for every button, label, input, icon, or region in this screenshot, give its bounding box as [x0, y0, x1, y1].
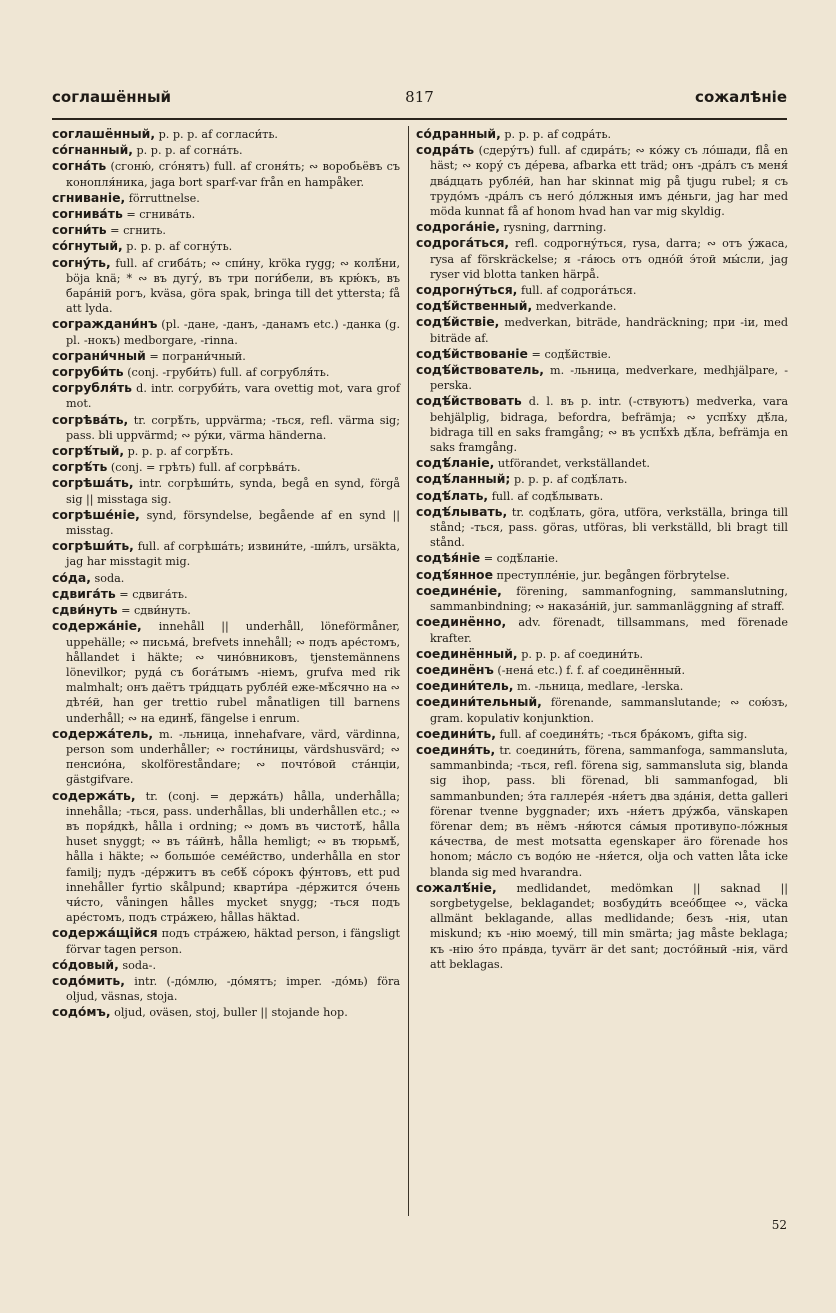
- entry-definition: p. p. p. af содѣ́лать.: [510, 473, 628, 487]
- entry-headword: содержа́тель,: [52, 725, 154, 741]
- dictionary-entry: [52, 142, 400, 158]
- entry-definition: tr. согрѣ́ть, uppvärma; -ться, refl. värma sig; pass. bli uppvärmd; ∾ ру́ки, värma händerna.: [66, 413, 400, 442]
- dictionary-entry: [416, 142, 788, 219]
- entry-headword: содо́мить,: [52, 972, 125, 988]
- entry-headword: содѣ́йствовать: [416, 393, 522, 409]
- dictionary-entry: [52, 348, 400, 364]
- entry-definition: (conj. = грѣть) full. af согрѣва́ть.: [107, 461, 301, 475]
- dictionary-entry: [416, 504, 788, 551]
- entry-definition: p. p. p. af согласи́ть.: [155, 128, 278, 141]
- dictionary-entry: [416, 298, 788, 314]
- entry-headword: соедини́ть,: [416, 725, 496, 741]
- entry-definition: förenande, sammanslutande; ∾ сою́зъ, gram. kopulativ konjunktion.: [430, 696, 788, 725]
- entry-definition: medverkan, biträde, handräckning; при -іи, med biträde af.: [430, 316, 788, 345]
- entry-headword: согрубля́ть: [52, 380, 132, 396]
- entry-definition: synd, försyndelse, begående af en synd || misstag.: [66, 508, 400, 538]
- left-column: [52, 126, 400, 1021]
- entry-definition: = содѣ́йствіе.: [527, 347, 612, 361]
- entry-headword: сгниваніе,: [52, 189, 126, 205]
- entry-definition: tr. (conj. = держа́ть) hålla, underhålla; innehålla; -ться, pass. underhållas, bli underhållen etc.; ∾ въ поря́дкѣ, hålla i ordning; ∾ домъ въ чистотѣ́, hålla huset snyggt; ∾ въ та́йнѣ, hålla hemligt; ∾ въ тюрьмѣ́, hålla i häkte; ∾ большо́е семе́йство, underhålla en stor familj; пудъ -де́ржитъ въ себѣ́ со́рокъ фу́нтовъ, ett pud innehåller fyrtio skålpund; кварти́ра -де́ржится о́чень чи́сто, våningen hålles mycket snygg; -ться подъ аре́стомъ, подъ стра́жею, hållas häktad.: [66, 789, 400, 925]
- entry-definition: (сдеру́тъ) full. af сдира́ть; ∾ ко́жу съ ло́шади, flå en häst; ∾ кору́ съ де́рева, afbarka ett träd; онъ -дра́лъ съ меня́ два́дцать рубле́й, han har skinnat mig på tjugu rubel; я съ трудо́мъ -дра́лъ съ него́ до́лжныя имъ де́ньги, jag har med möda kunnat få af honom hvad han var mig skyldig.: [430, 144, 788, 219]
- dictionary-entry: [52, 570, 400, 586]
- dictionary-entry: [416, 126, 788, 142]
- entry-headword: со́довый,: [52, 956, 119, 972]
- entry-headword: сдвига́ть: [52, 585, 116, 601]
- entry-definition: p. p. p. af содра́ть.: [500, 128, 612, 141]
- entry-headword: сожалѣ́ніе,: [416, 879, 497, 895]
- dictionary-entry: [52, 158, 400, 189]
- entry-definition: = сгнива́ть.: [122, 208, 196, 222]
- entry-headword: содержа́щійся: [52, 925, 158, 941]
- dictionary-entry: [416, 880, 788, 972]
- header-page-number: 817: [405, 88, 434, 106]
- entry-definition: = сдвига́ть.: [115, 587, 188, 601]
- entry-headword: согрѣши́ть,: [52, 538, 134, 554]
- entry-definition: подъ стра́жею, häktad person, i fängsligt förvar tagen person.: [66, 927, 400, 956]
- dictionary-entry: [52, 316, 400, 347]
- dictionary-entry: [52, 126, 400, 142]
- entry-headword: сограни́чный: [52, 347, 146, 363]
- dictionary-entry: [52, 602, 400, 618]
- entry-headword: соедине́ніе,: [416, 582, 502, 598]
- dictionary-entry: [416, 662, 788, 678]
- entry-headword: соедини́тельный,: [416, 694, 542, 710]
- page-header: [52, 88, 787, 112]
- entry-headword: соединёнъ: [416, 661, 494, 677]
- dictionary-entry: [52, 475, 400, 506]
- entry-headword: соединя́ть,: [416, 741, 496, 757]
- entry-headword: со́гнанный,: [52, 142, 133, 158]
- dictionary-entry: [416, 362, 788, 393]
- entry-definition: innehåll || underhåll, löneförmåner, uppehälle; ∾ письма́, brefvets innehåll; ∾ подъ аре́стомъ, hållandet i häkte; ∾ чино́вниковъ, tjenstemännens lönevilkor; руда́ съ бога́тымъ -ніемъ, grufva med rik malmhalt; онъ даётъ три́дцать рубле́й еже-мѣ́сячно на ∾ дѣте́й, han ger trettio rubel månatligen till barnens underhåll; ∾ на единѣ́, fängelse i enrum.: [66, 620, 400, 725]
- entry-definition: full. af содѣ́лывать.: [488, 489, 604, 503]
- entry-definition: full. af содрога́ться.: [517, 284, 637, 298]
- entry-definition: (-нена́ etc.) f. f. af соединённый.: [493, 663, 686, 677]
- entry-headword: согни́ть: [52, 222, 107, 238]
- entry-headword: со́дранный,: [416, 126, 501, 141]
- dictionary-entry: [416, 694, 788, 725]
- entry-headword: согну́ть,: [52, 254, 111, 270]
- entry-definition: full. af соединя́ть; -ться бра́комъ, gifta sig.: [495, 727, 748, 741]
- entry-definition: (pl. -дане, -данъ, -данамъ etc.) -данка (g. pl. -нокъ) medborgare, -rinna.: [66, 318, 400, 347]
- dictionary-entry: [52, 973, 400, 1004]
- entry-headword: со́да,: [52, 569, 91, 585]
- dictionary-entry: [52, 255, 400, 317]
- footer-page-number: 52: [771, 1218, 787, 1232]
- dictionary-entry: [416, 583, 788, 614]
- entry-headword: содѣ́ланный;: [416, 471, 511, 487]
- entry-headword: сограждани́нъ: [52, 316, 158, 332]
- dictionary-entry: [416, 646, 788, 662]
- dictionary-entry: [416, 282, 788, 298]
- entry-headword: содѣ́ланіе,: [416, 455, 495, 471]
- entry-headword: содрогну́ться,: [416, 282, 518, 298]
- dictionary-entry: [416, 726, 788, 742]
- entry-headword: соглашённый,: [52, 126, 156, 141]
- entry-headword: согруби́ть: [52, 364, 124, 380]
- entry-definition: = содѣ́ланіе.: [480, 552, 559, 566]
- dictionary-entry: [52, 957, 400, 973]
- entry-definition: d. l. въ p. intr. (-ствуютъ) medverka, vara behjälplig, bidraga, befordra, befrämja; ∾ успѣ́ху дѣ́ла, bidraga till en saks framgång; ∾ въ успѣ́хѣ дѣ́ла, befrämja en saks framgång.: [430, 395, 788, 455]
- entry-definition: m. -льница, innehafvare, värd, värdinna, person som underhåller; ∾ гости́ницы, värdshusvärd; ∾ пенсио́на, skolföreståndare; ∾ почто́вой ста́нціи, gästgifvare.: [66, 727, 400, 787]
- dictionary-entry: [416, 219, 788, 235]
- dictionary-entry: [52, 586, 400, 602]
- dictionary-entry: [52, 1004, 400, 1020]
- entry-definition: soda-.: [118, 958, 157, 972]
- entry-headword: содѣ́йствованіе: [416, 345, 528, 361]
- dictionary-entry: [52, 222, 400, 238]
- entry-headword: содрога́ться,: [416, 235, 510, 251]
- dictionary-entry: [416, 393, 788, 455]
- entry-definition: (сгоню́, сго́нятъ) full. af сгоня́ть; ∾ воробьёвъ съ конопля́ника, jaga bort sparf-var från en hampåker.: [66, 160, 400, 189]
- entry-definition: m. -льница, medverkare, medhjälpare, -perska.: [430, 364, 788, 393]
- entry-definition: преступле́ніе, jur. begången förbrytelse.: [492, 568, 730, 582]
- dictionary-entry: [52, 459, 400, 475]
- entry-headword: согнива́ть: [52, 206, 123, 222]
- entry-definition: full. af согрѣша́ть; извини́те, -ши́лъ, ursäkta, jag har misstagit mig.: [66, 540, 400, 569]
- entry-definition: m. -льница, medlare, -lerska.: [513, 680, 684, 694]
- entry-headword: содѣ́янное: [416, 566, 493, 582]
- entry-definition: = сгнить.: [106, 224, 166, 238]
- dictionary-entry: [416, 550, 788, 566]
- dictionary-entry: [416, 235, 788, 282]
- entry-definition: förruttnelse.: [125, 191, 200, 205]
- dictionary-entry: [416, 471, 788, 487]
- entry-definition: p. p. p. af согна́ть.: [132, 144, 243, 158]
- dictionary-entry: [416, 614, 788, 645]
- entry-definition: p. p. p. af согну́ть.: [122, 240, 233, 254]
- entry-headword: содѣ́лывать,: [416, 503, 508, 519]
- entry-headword: содѣ́йственный,: [416, 298, 533, 314]
- entry-headword: соедини́тель,: [416, 678, 514, 694]
- entry-definition: p. p. p. af соедини́ть.: [517, 647, 644, 661]
- entry-definition: full. af сгиба́ть; ∾ спи́ну, kröka rygg; ∾ колѣ́ни, böja knä; * ∾ въ дугу́, въ три поги́бели, въ крю́къ, въ бара́ній рогъ, kväsa, göra spak, bringa till det yttersta; få att lyda.: [66, 256, 400, 316]
- entry-headword: содрога́ніе,: [416, 219, 500, 235]
- entry-headword: согрѣша́ть,: [52, 475, 134, 491]
- entry-headword: содо́мъ,: [52, 1004, 111, 1020]
- dictionary-entry: [52, 788, 400, 926]
- dictionary-entry: [52, 507, 400, 538]
- dictionary-entry: [416, 488, 788, 504]
- dictionary-entry: [52, 380, 400, 411]
- entry-headword: содержа́ть,: [52, 787, 136, 803]
- entry-headword: сдви́нуть: [52, 602, 118, 618]
- entry-definition: förening, sammanfogning, sammanslutning, sammanbindning; ∾ наказа́ній, jur. sammanläggning af straff.: [430, 584, 788, 614]
- header-rule: [52, 118, 787, 120]
- dictionary-entry: [52, 238, 400, 254]
- dictionary-entry: [416, 346, 788, 362]
- column-separator: [408, 126, 409, 1216]
- entry-headword: содра́ть: [416, 142, 475, 158]
- entry-definition: soda.: [90, 571, 125, 585]
- entry-definition: tr. соедини́ть, förena, sammanfoga, sammansluta, sammanbinda; -ться, refl. förena sig, sammansluta sig, blanda sig ihop, pass. bli förenad, bli sammanfogad, bli sammanbunden; э́та галлере́я -ня́етъ два зда́нія, detta galleri förenar tvenne byggnader; ихъ -ня́етъ дру́жба, vänskapen förenar dem; въ нёмъ -ня́ются са́мыя противупо-ло́жныя ка́чества, de mest motsatta egenskaper äro förenade hos honom; ма́сло съ водо́ю не -ня́ется, olja och vatten låta icke blanda sig med hvarandra.: [430, 743, 788, 879]
- header-left-catchword: соглашённый: [52, 88, 172, 106]
- entry-definition: adv. förenadt, tillsammans, med förenade krafter.: [430, 616, 788, 645]
- entry-definition: refl. содрогну́ться, rysa, darra; ∾ отъ у́жаса, rysa af förskräckelse; я -га́юсь отъ одно́й э́той мы́сли, jag ryser vid blotta tanken härpå.: [430, 237, 788, 281]
- dictionary-entry: [52, 364, 400, 380]
- entry-definition: p. p. p. af согрѣ́ть.: [124, 445, 234, 459]
- entry-definition: = пограни́чный.: [145, 349, 246, 363]
- dictionary-entry: [416, 742, 788, 880]
- entry-definition: d. intr. согруби́ть, vara ovettig mot, vara grof mot.: [66, 382, 400, 411]
- entry-headword: содержа́ніе,: [52, 618, 142, 634]
- dictionary-entry: [416, 678, 788, 694]
- dictionary-entry: [416, 567, 788, 583]
- entry-definition: tr. содѣ́лать, göra, utföra, verkställa, bringa till stånd; -ться, pass. göras, utföras, bli verkställd, bli bragt till stånd.: [430, 505, 788, 550]
- entry-headword: согна́ть: [52, 158, 107, 174]
- entry-headword: содѣ́лать,: [416, 487, 489, 503]
- dictionary-entry: [416, 455, 788, 471]
- dictionary-entry: [52, 538, 400, 569]
- entry-headword: содѣ́йствіе,: [416, 314, 500, 330]
- entry-definition: intr. (-до́млю, -до́мятъ; imper. -до́мь) föra oljud, väsnas, stoja.: [66, 974, 400, 1004]
- dictionary-entry: [52, 726, 400, 788]
- entry-definition: = сдви́нуть.: [117, 604, 191, 618]
- entry-definition: medverkande.: [532, 300, 617, 314]
- entry-headword: содѣя́ніе: [416, 550, 481, 566]
- entry-headword: согрѣва́ть,: [52, 411, 129, 427]
- right-column: [416, 126, 788, 972]
- dictionary-entry: [52, 443, 400, 459]
- dictionary-entry: [52, 618, 400, 725]
- entry-definition: (conj. -груби́ть) full. af согрубля́ть.: [123, 366, 330, 380]
- entry-definition: medlidandet, medömkan || saknad || sorgbetygelse, beklagandet; возбуди́ть всео́бщее ∾, väcka allmänt beklagande, allas medlidande; безъ -нія, utan miskund; къ -нію моему́, till min smärta; jag måste beklaga; къ -нію э́то пра́вда, tyvärr är det sant; досто́йный -нія, värd att beklagas.: [430, 881, 788, 971]
- entry-headword: согрѣше́ніе,: [52, 506, 140, 522]
- entry-headword: соединённо,: [416, 614, 507, 630]
- entry-headword: со́гнутый,: [52, 238, 123, 254]
- dictionary-entry: [416, 314, 788, 345]
- dictionary-entry: [52, 206, 400, 222]
- dictionary-entry: [52, 190, 400, 206]
- entry-headword: соединённый,: [416, 645, 518, 661]
- entry-definition: intr. согрѣши́ть, synda, begå en synd, förgå sig || misstaga sig.: [66, 477, 400, 506]
- entry-headword: согрѣ́ть: [52, 459, 108, 475]
- entry-definition: rysning, darrning.: [500, 221, 607, 235]
- header-right-catchword: сожалѣніе: [695, 88, 787, 106]
- entry-headword: согрѣ́тый,: [52, 443, 125, 459]
- entry-definition: oljud, oväsen, stoj, buller || stojande hop.: [110, 1006, 348, 1020]
- entry-headword: содѣ́йствователь,: [416, 362, 544, 378]
- dictionary-entry: [52, 925, 400, 956]
- entry-definition: utförandet, verkställandet.: [494, 457, 650, 471]
- dictionary-entry: [52, 412, 400, 443]
